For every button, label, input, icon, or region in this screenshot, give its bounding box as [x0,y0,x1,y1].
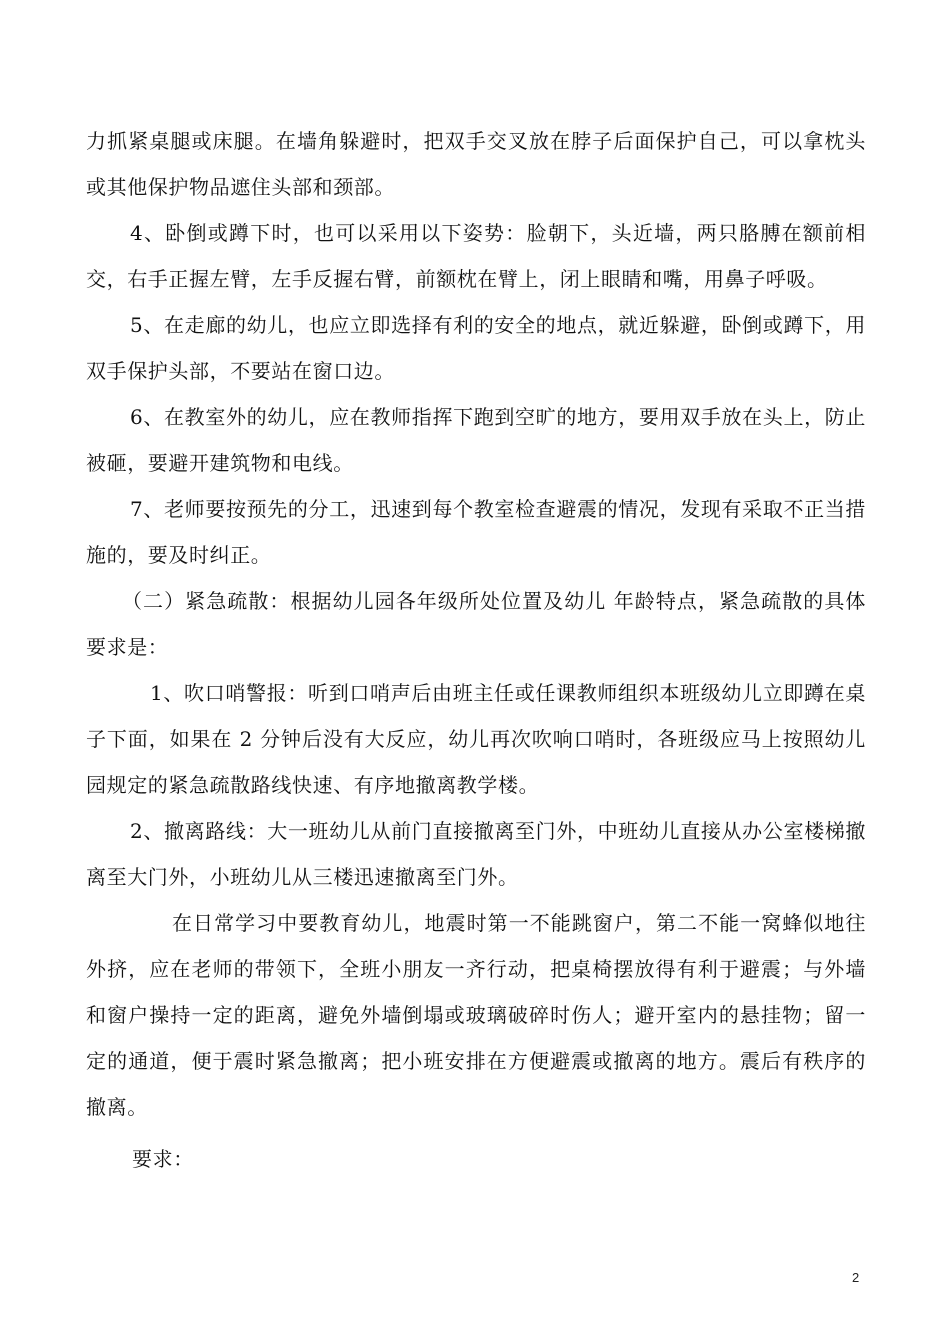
document-body [86,118,866,1182]
paragraph-section-emergency-evacuation: （二）紧急疏散：根据幼儿园各年级所处位置及幼儿 年龄特点，紧急疏散的具体要求是： [86,589,866,659]
paragraph-requirements-heading: 要求： [132,1147,194,1171]
page-number: 2 [852,1270,860,1285]
paragraph-protect-head: 力抓紧桌腿或床腿。在墙角躲避时，把双手交叉放在脖子后面保护自己，可以拿枕头或其他保护物品遮住头部和颈部。 [86,129,866,199]
paragraph-item-6-outdoors: 6、在教室外的幼儿，应在教师指挥下跑到空旷的地方，要用双手放在头上，防止被砸，要避开建筑物和电线。 [86,405,866,475]
paragraph-daily-education: 在日常学习中要教育幼儿，地震时第一不能跳窗户，第二不能一窝蜂似地往外挤，应在老师的带领下，全班小朋友一齐行动，把桌椅摆放得有利于避震；与外墙和窗户操持一定的距离，避免外墙倒塌或玻璃破碎时伤人；避开室内的悬挂物；留一定的通道，便于震时紧急撤离；把小班安排在方便避震或撤离的地方。震后有秩序的撤离。 [86,911,866,1119]
paragraph-item-4-posture: 4、卧倒或蹲下时，也可以采用以下姿势：脸朝下，头近墙，两只胳膊在额前相交，右手正握左臂，左手反握右臂，前额枕在臂上，闭上眼睛和嘴，用鼻子呼吸。 [86,221,866,291]
paragraph-item-1-whistle-alarm: 1、吹口哨警报：听到口哨声后由班主任或任课教师组织本班级幼儿立即蹲在桌子下面，如果在 2 分钟后没有大反应，幼儿再次吹响口哨时，各班级应马上按照幼儿园规定的紧急疏散路线快速、有序地撤离教学楼。 [86,681,866,797]
paragraph-item-5-corridor: 5、在走廊的幼儿，也应立即选择有利的安全的地点，就近躲避，卧倒或蹲下，用双手保护头部，不要站在窗口边。 [86,313,866,383]
paragraph-item-2-evacuation-route: 2、撤离路线：大一班幼儿从前门直接撤离至门外，中班幼儿直接从办公室楼梯撤离至大门外，小班幼儿从三楼迅速撤离至门外。 [86,819,866,889]
paragraph-item-7-teacher-check: 7、老师要按预先的分工，迅速到每个教室检查避震的情况，发现有采取不正当措施的，要及时纠正。 [86,497,866,567]
